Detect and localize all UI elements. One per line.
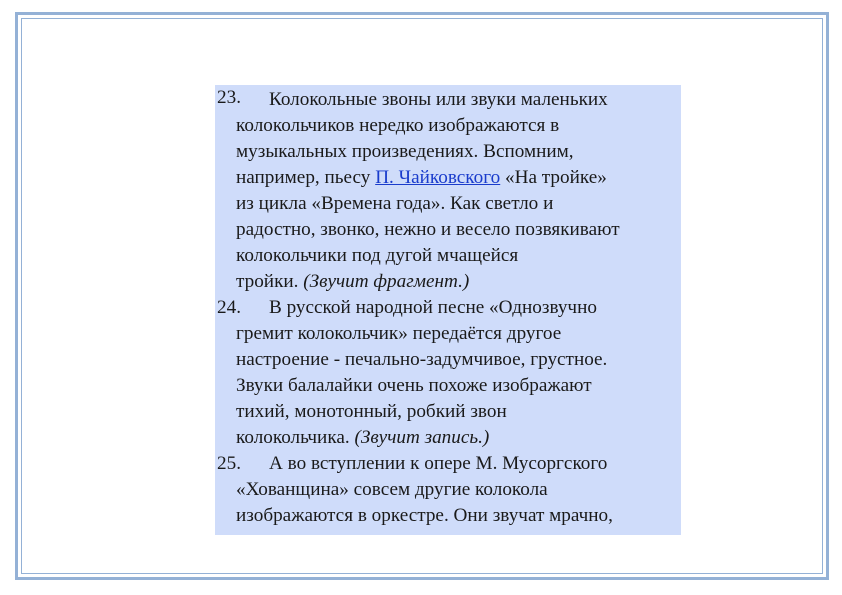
text-line: например, пьесу П. Чайковского «На тройке» [236, 167, 607, 188]
paragraph-number: 24. [217, 297, 241, 318]
tchaikovsky-link[interactable]: П. Чайковского [375, 167, 501, 188]
text-box [215, 85, 681, 535]
stage-note: (Звучит запись.) [354, 427, 490, 448]
text-line: из цикла «Времена года». Как светло и [236, 193, 554, 214]
text-line: В русской народной песне «Однозвучно [269, 297, 597, 318]
text-line: «Хованщина» совсем другие колокола [236, 479, 548, 500]
text-line: радостно, звонко, нежно и весело позвякивают [236, 219, 620, 240]
text-line: А во вступлении к опере М. Мусоргского [269, 453, 608, 474]
paragraph-23 [215, 85, 681, 295]
paragraph-25 [215, 451, 681, 529]
text-line: тихий, монотонный, робкий звон [236, 401, 507, 422]
text-line: тройки. (Звучит фрагмент.) [236, 271, 470, 292]
text-line: колокольчика. (Звучит запись.) [236, 427, 490, 448]
text-line: изображаются в оркестре. Они звучат мрачно, [236, 505, 613, 526]
text-line: Колокольные звоны или звуки маленьких [269, 89, 608, 110]
text-line: колокольчики под дугой мчащейся [236, 245, 519, 266]
text-line: гремит колокольчик» передаётся другое [236, 323, 562, 344]
text-line: настроение - печально-задумчивое, грустное. [236, 349, 608, 370]
paragraph-24 [215, 295, 681, 451]
text-line: Звуки балалайки очень похоже изображают [236, 375, 592, 396]
text-line: колокольчиков нередко изображаются в [236, 115, 560, 136]
text-line: музыкальных произведениях. Вспомним, [236, 141, 574, 162]
paragraph-number: 25. [217, 453, 241, 474]
stage-note: (Звучит фрагмент.) [303, 271, 470, 292]
paragraph-number: 23. [217, 87, 241, 108]
